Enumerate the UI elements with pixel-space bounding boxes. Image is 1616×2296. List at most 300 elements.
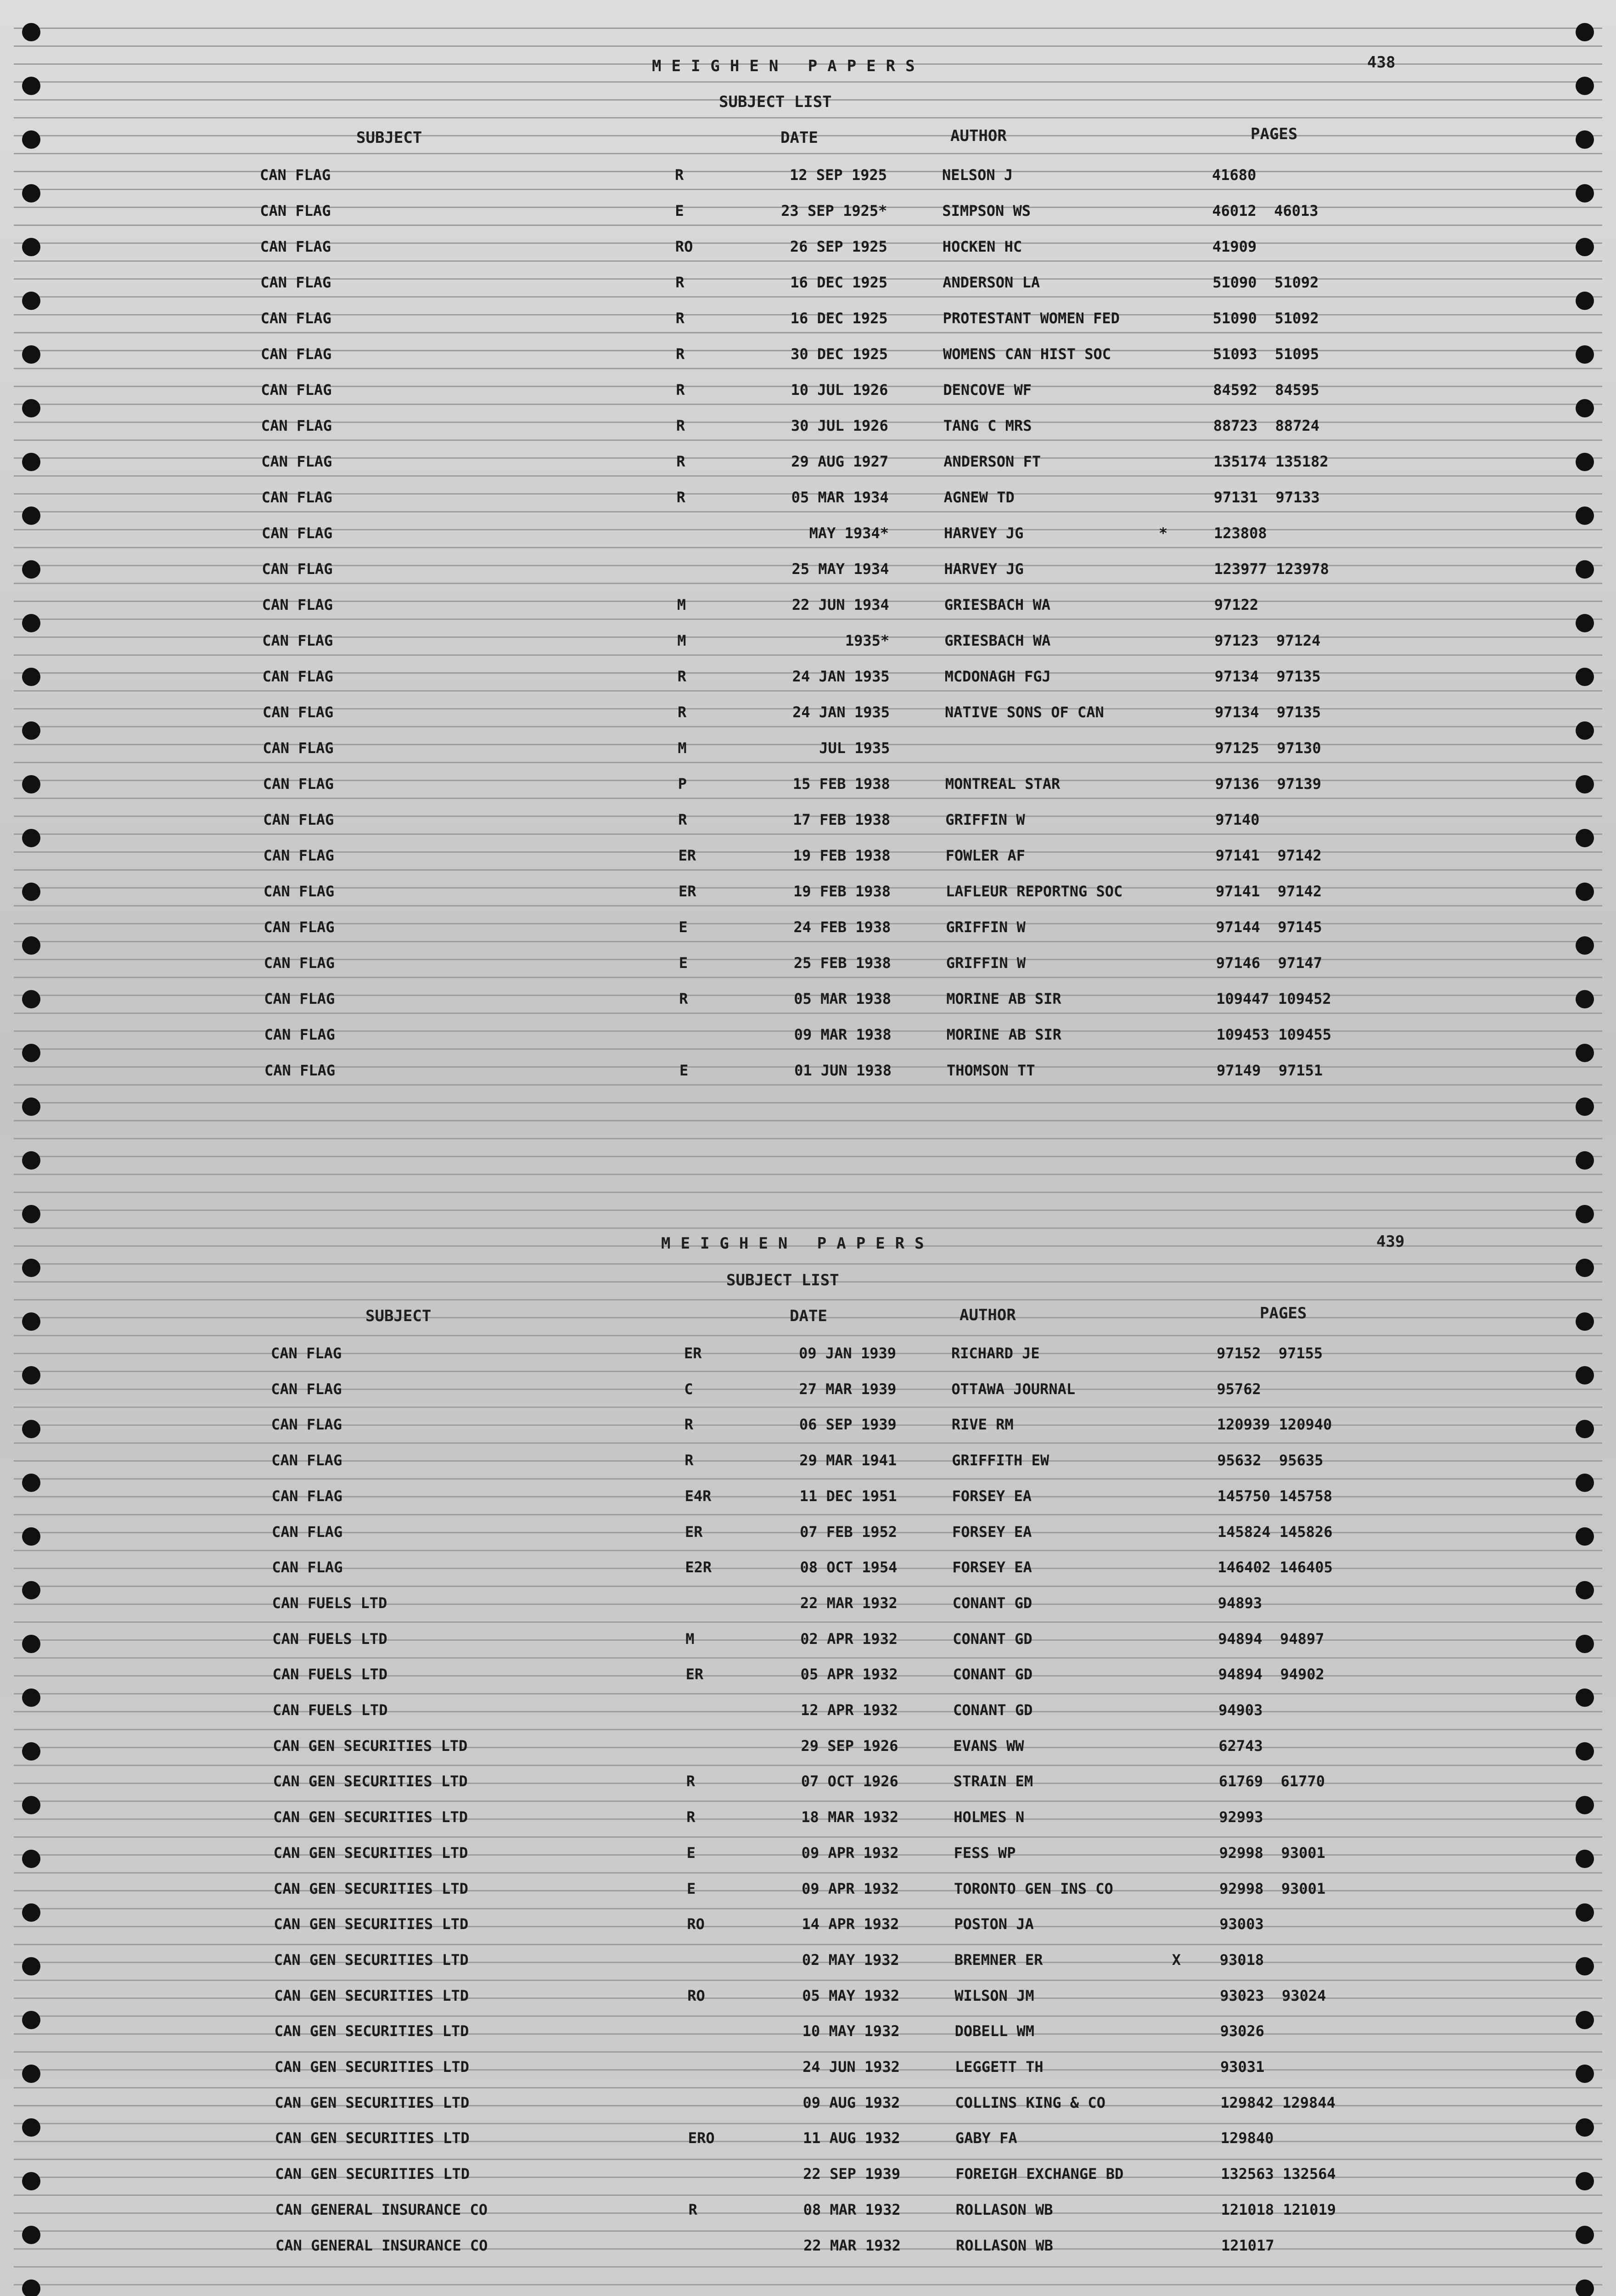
cell-subject: CAN FLAG (264, 990, 335, 1007)
cell-code: R (684, 1416, 694, 1434)
feed-hole (22, 77, 40, 95)
cell-date: 09 APR 1932 (802, 1880, 899, 1897)
table-row (0, 2237, 1616, 2255)
cell-author: LEGGETT TH (955, 2058, 1044, 2076)
ruled-line (14, 1944, 1602, 1945)
cell-date: 09 JAN 1939 (799, 1345, 896, 1362)
cell-pages: 62743 (1218, 1737, 1263, 1755)
cell-date: 22 MAR 1932 (800, 1594, 898, 1612)
cell-code: ER (679, 883, 696, 900)
cell-author: FORSEY EA (952, 1487, 1032, 1505)
header-author: AUTHOR (950, 127, 1007, 145)
cell-subject: CAN FLAG (260, 238, 331, 255)
cell-code: E (679, 1062, 689, 1079)
table-row (0, 739, 1616, 758)
cell-code: R (677, 668, 686, 685)
cell-date: 25 FEB 1938 (793, 954, 891, 972)
cell-code: M (678, 739, 687, 757)
cell-date: 30 JUL 1926 (791, 417, 888, 434)
ruled-line (14, 1156, 1602, 1157)
ruled-line (14, 225, 1602, 226)
ruled-line (14, 1908, 1602, 1909)
ruled-line (14, 45, 1602, 47)
cell-date: JUL 1935 (819, 739, 890, 757)
cell-pages: 121018 121019 (1221, 2200, 1336, 2218)
cell-code: C (684, 1380, 693, 1398)
cell-pages: 92998 93001 (1219, 1844, 1325, 1862)
ruled-line (14, 762, 1602, 763)
cell-code: E (687, 1880, 696, 1897)
cell-date: 23 SEP 1925* (781, 202, 887, 219)
cell-subject: CAN FLAG (264, 918, 335, 936)
cell-subject: CAN FLAG (262, 632, 333, 649)
ruled-line (14, 1102, 1602, 1103)
cell-date: 1935* (845, 632, 890, 649)
header-pages: PAGES (1251, 125, 1298, 143)
cell-pages: 97149 97151 (1217, 1062, 1323, 1079)
ruled-line (14, 81, 1602, 83)
table-row (0, 2201, 1616, 2219)
cell-date: 29 AUG 1927 (791, 453, 889, 470)
cell-pages: 97125 97130 (1215, 739, 1321, 757)
cell-pages: 97146 97147 (1216, 954, 1322, 972)
feed-hole (22, 399, 40, 417)
cell-author: LAFLEUR REPORTNG SOC (946, 883, 1123, 900)
ruled-line (14, 547, 1602, 548)
cell-subject: CAN GEN SECURITIES LTD (274, 2022, 469, 2040)
table-row (0, 310, 1616, 328)
cell-code: ER (685, 1523, 703, 1541)
ruled-line (14, 654, 1602, 656)
feed-hole (1576, 184, 1594, 203)
table-row (0, 1026, 1616, 1044)
cell-author: NELSON J (942, 166, 1013, 184)
cell-date: 17 FEB 1938 (793, 811, 891, 828)
cell-code: M (677, 632, 686, 649)
ruled-line (14, 869, 1602, 871)
cell-code: E (675, 202, 684, 219)
cell-author: BREMNER ER (954, 1951, 1043, 1969)
cell-code: R (676, 345, 685, 363)
table-row (0, 524, 1616, 543)
feed-hole (22, 1312, 40, 1331)
feed-hole (1576, 1205, 1594, 1223)
table-row (0, 453, 1616, 471)
cell-pages: 132563 132564 (1221, 2165, 1336, 2183)
cell-pages: 51093 51095 (1213, 345, 1319, 363)
header-pages: PAGES (1260, 1304, 1307, 1322)
cell-code: R (688, 2200, 697, 2218)
cell-pages: 51090 51092 (1212, 274, 1319, 291)
feed-hole (1576, 1259, 1594, 1277)
table-row (0, 918, 1616, 937)
cell-subject: CAN FLAG (262, 524, 333, 542)
table-row (0, 1594, 1616, 1613)
table-row (0, 1630, 1616, 1649)
table-row (0, 417, 1616, 435)
table-row (0, 1737, 1616, 1756)
cell-subject: CAN GEN SECURITIES LTD (274, 1880, 468, 1897)
cell-pages: 129842 129844 (1220, 2093, 1335, 2111)
feed-hole (1576, 721, 1594, 740)
cell-code: RO (675, 238, 693, 255)
header-subject: SUBJECT (356, 129, 422, 147)
cell-date: 02 APR 1932 (800, 1630, 898, 1648)
table-row (0, 811, 1616, 829)
cell-author: GABY FA (955, 2129, 1017, 2147)
ruled-line (14, 475, 1602, 477)
cell-subject: CAN GEN SECURITIES LTD (275, 2165, 470, 2183)
ruled-line (14, 1407, 1602, 1408)
cell-subject: CAN FLAG (264, 883, 335, 900)
cell-code: M (685, 1630, 695, 1648)
feed-hole (22, 23, 40, 41)
cell-date: 09 APR 1932 (801, 1844, 899, 1862)
cell-date: 07 FEB 1952 (800, 1523, 897, 1541)
table-row (0, 1380, 1616, 1399)
cell-author: ANDERSON LA (943, 274, 1040, 291)
ruled-line (14, 1657, 1602, 1659)
cell-subject: CAN FLAG (263, 811, 334, 828)
cell-author: HOCKEN HC (942, 238, 1022, 255)
ruled-line (14, 2159, 1602, 2160)
ruled-line (14, 977, 1602, 978)
cell-code: E2R (685, 1559, 712, 1576)
ruled-line (14, 1514, 1602, 1515)
cell-subject: CAN FLAG (263, 775, 334, 793)
cell-pages: 61769 61770 (1218, 1773, 1325, 1790)
feed-hole (22, 936, 40, 955)
cell-subject: CAN GEN SECURITIES LTD (273, 1773, 468, 1790)
cell-subject: CAN GENERAL INSURANCE CO (275, 2236, 488, 2254)
cell-author: HOLMES N (954, 1808, 1025, 1826)
cell-code: R (676, 489, 685, 506)
cell-subject: CAN FUELS LTD (273, 1701, 388, 1719)
cell-date: 16 DEC 1925 (790, 310, 888, 327)
cell-subject: CAN FLAG (264, 954, 335, 972)
cell-subject: CAN FLAG (262, 668, 333, 685)
table-row (0, 274, 1616, 292)
cell-mark: X (1172, 1951, 1181, 1969)
ruled-line (14, 189, 1602, 190)
feed-hole (1576, 1044, 1594, 1062)
cell-author: DOBELL WM (954, 2022, 1034, 2040)
ruled-line (14, 1013, 1602, 1014)
cell-date: 01 JUN 1938 (794, 1062, 892, 1079)
cell-author: DENCOVE WF (943, 381, 1032, 399)
ruled-line (14, 1836, 1602, 1838)
feed-hole (22, 130, 40, 149)
table-row (0, 990, 1616, 1008)
ruled-line (14, 296, 1602, 298)
collection-title: MEIGHEN PAPERS (652, 57, 925, 75)
cell-pages: 109447 109452 (1216, 990, 1331, 1007)
feed-hole (1576, 2279, 1594, 2296)
cell-author: GRIFFIN W (945, 811, 1025, 828)
ruled-line (14, 2123, 1602, 2124)
feed-hole (1576, 1097, 1594, 1116)
cell-author: SIMPSON WS (942, 202, 1031, 219)
cell-pages: 95762 (1217, 1380, 1261, 1398)
cell-author: FORSEY EA (952, 1523, 1032, 1541)
cell-author: PROTESTANT WOMEN FED (943, 310, 1120, 327)
list-title: SUBJECT LIST (719, 93, 832, 111)
cell-code: P (678, 775, 687, 793)
ruled-line (14, 1120, 1602, 1121)
cell-date: 25 MAY 1934 (791, 560, 889, 578)
table-row (0, 1523, 1616, 1542)
cell-pages: 97131 97133 (1213, 489, 1320, 506)
cell-subject: CAN FLAG (272, 1523, 343, 1541)
collection-title: MEIGHEN PAPERS (661, 1234, 934, 1253)
cell-code: R (676, 417, 685, 434)
cell-code: R (676, 453, 685, 470)
cell-subject: CAN FLAG (261, 345, 332, 363)
cell-pages: 46012 46013 (1212, 202, 1319, 219)
feed-hole (1576, 1312, 1594, 1331)
cell-subject: CAN GEN SECURITIES LTD (275, 2129, 470, 2147)
cell-pages: 94893 (1218, 1594, 1262, 1612)
cell-date: 19 FEB 1938 (793, 847, 891, 864)
cell-pages: 92998 93001 (1219, 1880, 1326, 1897)
ruled-line (14, 1621, 1602, 1623)
ruled-line (14, 1693, 1602, 1694)
cell-subject: CAN FLAG (264, 1062, 336, 1079)
cell-author: THOMSON TT (947, 1062, 1035, 1079)
cell-date: 10 MAY 1932 (802, 2022, 900, 2040)
cell-author: ROLLASON WB (956, 2236, 1053, 2254)
cell-pages: 145750 145758 (1217, 1487, 1333, 1505)
cell-subject: CAN FLAG (263, 703, 334, 721)
table-row (0, 668, 1616, 686)
cell-subject: CAN FLAG (260, 274, 331, 291)
table-row (0, 1452, 1616, 1470)
ruled-line (14, 726, 1602, 727)
cell-subject: CAN FUELS LTD (272, 1630, 387, 1648)
cell-date: 09 MAR 1938 (794, 1026, 892, 1043)
cell-pages: 97152 97155 (1217, 1345, 1323, 1362)
cell-subject: CAN GEN SECURITIES LTD (274, 1915, 469, 1933)
cell-date: 10 JUL 1926 (791, 381, 888, 399)
ruled-line (14, 1442, 1602, 1444)
cell-code: R (675, 310, 685, 327)
cell-pages: 93026 (1220, 2022, 1264, 2040)
cell-date: 16 DEC 1925 (790, 274, 888, 291)
cell-author: CONANT GD (953, 1630, 1032, 1648)
cell-author: NATIVE SONS OF CAN (945, 703, 1104, 721)
table-row (0, 1701, 1616, 1720)
cell-pages: 97141 97142 (1216, 883, 1322, 900)
cell-author: RIVE RM (951, 1416, 1014, 1434)
cell-author: WILSON JM (954, 1986, 1034, 2004)
list-title: SUBJECT LIST (726, 1271, 839, 1289)
table-row (0, 2022, 1616, 2041)
cell-subject: CAN FUELS LTD (272, 1594, 387, 1612)
header-author: AUTHOR (960, 1306, 1016, 1324)
cell-code: R (678, 703, 687, 721)
ruled-line (14, 1048, 1602, 1050)
cell-code: RO (687, 1986, 705, 2004)
cell-pages: 97141 97142 (1215, 847, 1322, 864)
cell-author: CONANT GD (952, 1594, 1032, 1612)
cell-pages: 88723 88724 (1213, 417, 1319, 434)
cell-date: 24 JAN 1935 (792, 703, 890, 721)
cell-author: GRIFFIN W (946, 954, 1026, 972)
ruled-line (14, 1084, 1602, 1086)
cell-pages: 97140 (1215, 811, 1260, 828)
table-row (0, 1773, 1616, 1791)
cell-date: 07 OCT 1926 (801, 1773, 898, 1790)
cell-subject: CAN GEN SECURITIES LTD (273, 1737, 468, 1755)
table-row (0, 883, 1616, 901)
cell-code: R (678, 811, 687, 828)
feed-hole (1576, 829, 1594, 847)
ruled-line (14, 905, 1602, 906)
ruled-line (14, 1478, 1602, 1480)
table-row (0, 2094, 1616, 2112)
cell-code: R (679, 990, 688, 1007)
cell-subject: CAN FLAG (260, 166, 331, 184)
header-date: DATE (780, 129, 818, 147)
cell-author: AGNEW TD (943, 489, 1015, 506)
ruled-line (14, 2087, 1602, 2088)
cell-date: 22 SEP 1939 (803, 2165, 901, 2183)
ruled-line (14, 583, 1602, 584)
cell-subject: CAN FLAG (260, 202, 331, 219)
cell-subject: CAN FUELS LTD (272, 1666, 388, 1683)
ruled-line (14, 1174, 1602, 1175)
cell-date: 11 AUG 1932 (802, 2129, 900, 2147)
ruled-line (14, 2230, 1602, 2232)
table-row (0, 1559, 1616, 1577)
ruled-line (14, 1729, 1602, 1730)
cell-subject: CAN FLAG (263, 739, 334, 757)
cell-subject: CAN GEN SECURITIES LTD (274, 1951, 469, 1969)
cell-pages: 93018 (1219, 1951, 1264, 1969)
ruled-line (14, 1210, 1602, 1211)
cell-code: R (685, 1452, 694, 1469)
cell-pages: 97144 97145 (1216, 918, 1322, 936)
feed-hole (1576, 506, 1594, 525)
ruled-line (14, 1765, 1602, 1766)
cell-date: 05 MAY 1932 (802, 1986, 900, 2004)
ruled-line (14, 404, 1602, 405)
ruled-line (14, 1227, 1602, 1229)
ruled-line (14, 690, 1602, 692)
table-row (0, 596, 1616, 614)
cell-pages: 92993 (1219, 1808, 1263, 1826)
cell-author: EVANS WW (953, 1737, 1024, 1755)
cell-pages: 94894 94902 (1218, 1666, 1324, 1683)
ruled-line (14, 1335, 1602, 1336)
cell-pages: 97134 97135 (1214, 668, 1321, 685)
cell-date: 06 SEP 1939 (799, 1416, 897, 1434)
table-row (0, 703, 1616, 722)
feed-hole (22, 829, 40, 847)
cell-author: TORONTO GEN INS CO (954, 1880, 1113, 1897)
cell-date: 05 MAR 1934 (791, 489, 889, 506)
table-row (0, 560, 1616, 579)
cell-author: FESS WP (954, 1844, 1016, 1862)
feed-hole (1576, 130, 1594, 149)
cell-pages: 97123 97124 (1214, 632, 1321, 649)
cell-date: 27 MAR 1939 (799, 1380, 897, 1398)
cell-date: 08 OCT 1954 (800, 1559, 898, 1576)
cell-author: ANDERSON FT (943, 453, 1041, 470)
ruled-line (14, 833, 1602, 835)
cell-pages: 97122 (1214, 596, 1259, 613)
cell-date: 29 SEP 1926 (801, 1737, 898, 1755)
ruled-line (14, 1801, 1602, 1802)
cell-code: E (686, 1844, 696, 1862)
cell-code: ER (678, 847, 696, 864)
cell-pages: 93023 93024 (1220, 1986, 1326, 2004)
ruled-line (14, 1263, 1602, 1265)
table-row (0, 202, 1616, 220)
cell-author: RICHARD JE (951, 1345, 1040, 1362)
cell-pages: 146402 146405 (1218, 1559, 1333, 1576)
cell-date: 08 MAR 1932 (803, 2200, 901, 2218)
ruled-line (14, 511, 1602, 512)
table-row (0, 847, 1616, 865)
table-row (0, 632, 1616, 650)
ruled-line (14, 439, 1602, 441)
feed-hole (22, 292, 40, 310)
feed-hole (22, 614, 40, 632)
cell-date: 15 FEB 1938 (792, 775, 890, 793)
cell-date: 29 MAR 1941 (799, 1452, 897, 1469)
cell-pages: 129840 (1220, 2129, 1274, 2147)
cell-mark: * (1159, 524, 1168, 542)
cell-subject: CAN FLAG (271, 1487, 342, 1505)
feed-hole (22, 1259, 40, 1277)
cell-code: R (675, 274, 685, 291)
feed-hole (22, 1151, 40, 1170)
cell-author: MCDONAGH FGJ (944, 668, 1051, 685)
header-date: DATE (790, 1307, 827, 1325)
ruled-line (14, 1586, 1602, 1587)
table-row (0, 1987, 1616, 2005)
cell-author: FOREIGH EXCHANGE BD (955, 2165, 1124, 2183)
cell-subject: CAN FLAG (271, 1380, 342, 1398)
cell-code: RO (687, 1915, 705, 1933)
cell-date: 24 JUN 1932 (802, 2058, 900, 2076)
ruled-line (14, 1980, 1602, 1981)
ruled-line (14, 1371, 1602, 1372)
ruled-line (14, 153, 1602, 154)
ruled-line (14, 368, 1602, 369)
ruled-line (14, 1192, 1602, 1193)
cell-author: WOMENS CAN HIST SOC (943, 345, 1111, 363)
cell-code: E (679, 918, 688, 936)
cell-subject: CAN FLAG (261, 417, 332, 434)
cell-pages: 145824 145826 (1218, 1523, 1333, 1541)
cell-author: GRIFFITH EW (952, 1452, 1049, 1469)
cell-date: 11 DEC 1951 (799, 1487, 897, 1505)
cell-subject: CAN FLAG (271, 1452, 342, 1469)
cell-author: ROLLASON WB (955, 2200, 1053, 2218)
table-row (0, 2165, 1616, 2183)
ruled-line (14, 1550, 1602, 1551)
page-number: 439 (1376, 1232, 1405, 1251)
cell-author: MORINE AB SIR (946, 990, 1061, 1007)
cell-pages: 97134 97135 (1215, 703, 1321, 721)
ruled-line (14, 2284, 1602, 2285)
cell-author: HARVEY JG (944, 524, 1024, 542)
feed-hole (1576, 1151, 1594, 1170)
cell-author: MONTREAL STAR (945, 775, 1060, 793)
cell-date: 30 DEC 1925 (791, 345, 888, 363)
